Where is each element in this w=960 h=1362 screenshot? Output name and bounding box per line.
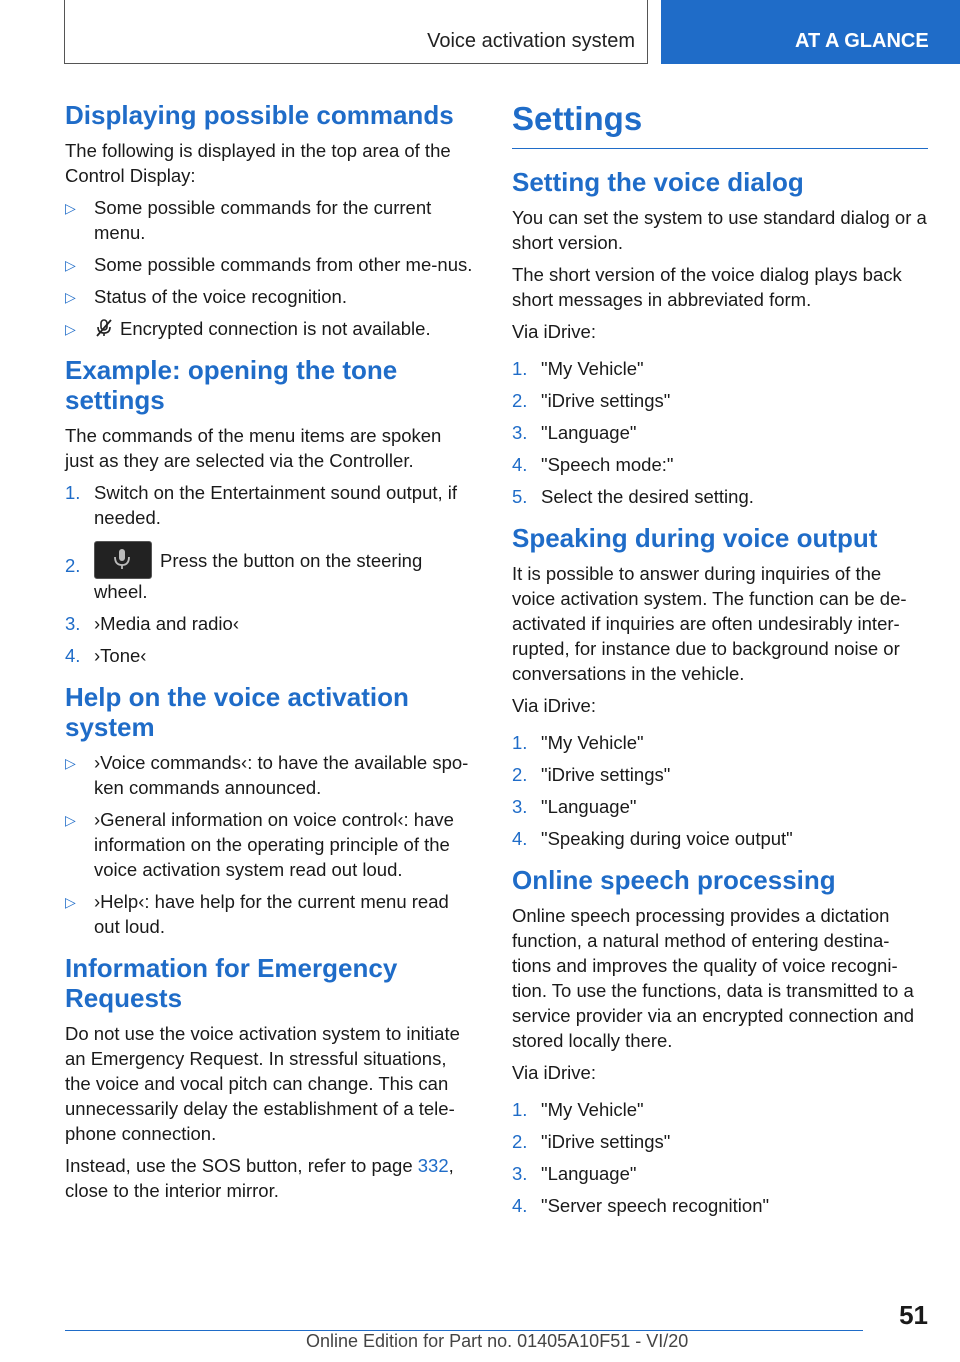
right-column [512,100,928,1232]
list-item: ▷ ›General information on voice control‹: have information on the operating principle of the voice activation system read out loud. [65,809,454,880]
online-speech-p1: Online speech processing provides a dictation function, a natural method of entering destina-tions and improves the quality of voice recogni-tion. To use the functions, data is transmitted to a service provider via an encrypted connection and stored locally there. [512,905,915,1051]
triangle-bullet-icon: ▷ [65,321,76,337]
list-item: 4. ›Tone‹ [65,645,147,666]
list-item: 1. "My Vehicle" [512,732,644,753]
footer-edition: Online Edition for Part no. 01405A10F51 - VI/20 [306,1331,689,1351]
heading-voice-dialog: Setting the voice dialog [512,167,804,197]
list-item: 1. "My Vehicle" [512,358,644,379]
heading-displaying-commands: Displaying possible commands [65,100,454,130]
chapter-tab[interactable] [661,0,960,64]
list-item: ▷ ›Voice commands‹: to have the available spo-ken commands announced. [65,752,469,798]
example-tone-intro: The commands of the menu items are spoken just as they are selected via the Controller. [65,425,442,471]
list-item: 2. Press the button on the steering wheel. [65,537,475,604]
heading-online-speech: Online speech processing [512,865,836,895]
chapter-tab-label: AT A GLANCE [795,30,929,52]
list-item: 4. "Speech mode:" [512,454,674,475]
crossed-microphone-icon [94,318,114,338]
list-item: ▷ Some possible commands for the current menu. [65,197,432,243]
list-item: ▷ Encrypted connection is not available. [65,316,475,341]
page-link[interactable]: 332 [417,1155,449,1176]
emergency-paragraph: Do not use the voice activation system to initiate an Emergency Request. In stressful situations, the voice and vocal pitch can change. This can unnecessarily delay the establishment of a tele-phone connection. [65,1023,460,1144]
list-item: 2. "iDrive settings" [512,1131,671,1152]
list-item: 3. ›Media and radio‹ [65,613,239,634]
example-tone-steps [65,480,475,668]
online-speech-steps [512,1097,928,1218]
list-item: 2. "iDrive settings" [512,390,671,411]
list-item: 1. "My Vehicle" [512,1099,644,1120]
list-item: 3. "Language" [512,422,637,443]
heading-help-voice: Help on the voice activation system [65,682,409,742]
triangle-bullet-icon: ▷ [65,894,76,910]
section-title: Voice activation system [427,30,635,52]
triangle-bullet-icon: ▷ [65,289,76,305]
heading-example-tone: Example: opening the tone settings [65,355,398,415]
list-item: ▷ ›Help‹: have help for the current menu read out loud. [65,891,449,937]
speaking-output-p1: It is possible to answer during inquiries of the voice activation system. The function can be de-activated if inquiries are often undesirably inter-rupted, for instance due to background noise or conversations in the vehicle. [512,563,907,684]
list-item: 5. Select the desired setting. [512,486,754,507]
list-item: 4. "Server speech recognition" [512,1195,770,1216]
list-item: 2. "iDrive settings" [512,764,671,785]
speaking-output-via: Via iDrive: [512,695,596,716]
triangle-bullet-icon: ▷ [65,257,76,273]
emergency-sos-paragraph: Instead, use the SOS button, refer to page 332, close to the interior mirror. [65,1155,454,1201]
triangle-bullet-icon: ▷ [65,200,76,216]
list-item: 3. "Language" [512,796,637,817]
page-number: 51 [899,1300,928,1330]
help-voice-list [65,750,475,939]
displaying-commands-list [65,195,475,341]
list-item: ▷ Status of the voice recognition. [65,284,475,309]
online-speech-via: Via iDrive: [512,1062,596,1083]
speaking-output-steps [512,730,928,851]
triangle-bullet-icon: ▷ [65,812,76,828]
voice-dialog-p1: You can set the system to use standard dialog or a short version. [512,207,927,253]
microphone-button-icon [94,541,152,579]
displaying-commands-intro: The following is displayed in the top area of the Control Display: [65,140,451,186]
left-column [65,100,475,1210]
list-item: 3. "Language" [512,1163,637,1184]
list-item: ▷ Some possible commands from other me-nus. [65,252,475,277]
list-item: 4. "Speaking during voice output" [512,828,793,849]
voice-dialog-via: Via iDrive: [512,321,596,342]
voice-dialog-steps [512,356,928,509]
heading-speaking-output: Speaking during voice output [512,523,878,553]
voice-dialog-p2: The short version of the voice dialog plays back short messages in abbreviated form. [512,264,902,310]
heading-settings: Settings [512,100,928,149]
triangle-bullet-icon: ▷ [65,755,76,771]
list-item: 1. Switch on the Entertainment sound output, if needed. [65,482,458,528]
heading-emergency: Information for Emergency Requests [65,953,398,1013]
